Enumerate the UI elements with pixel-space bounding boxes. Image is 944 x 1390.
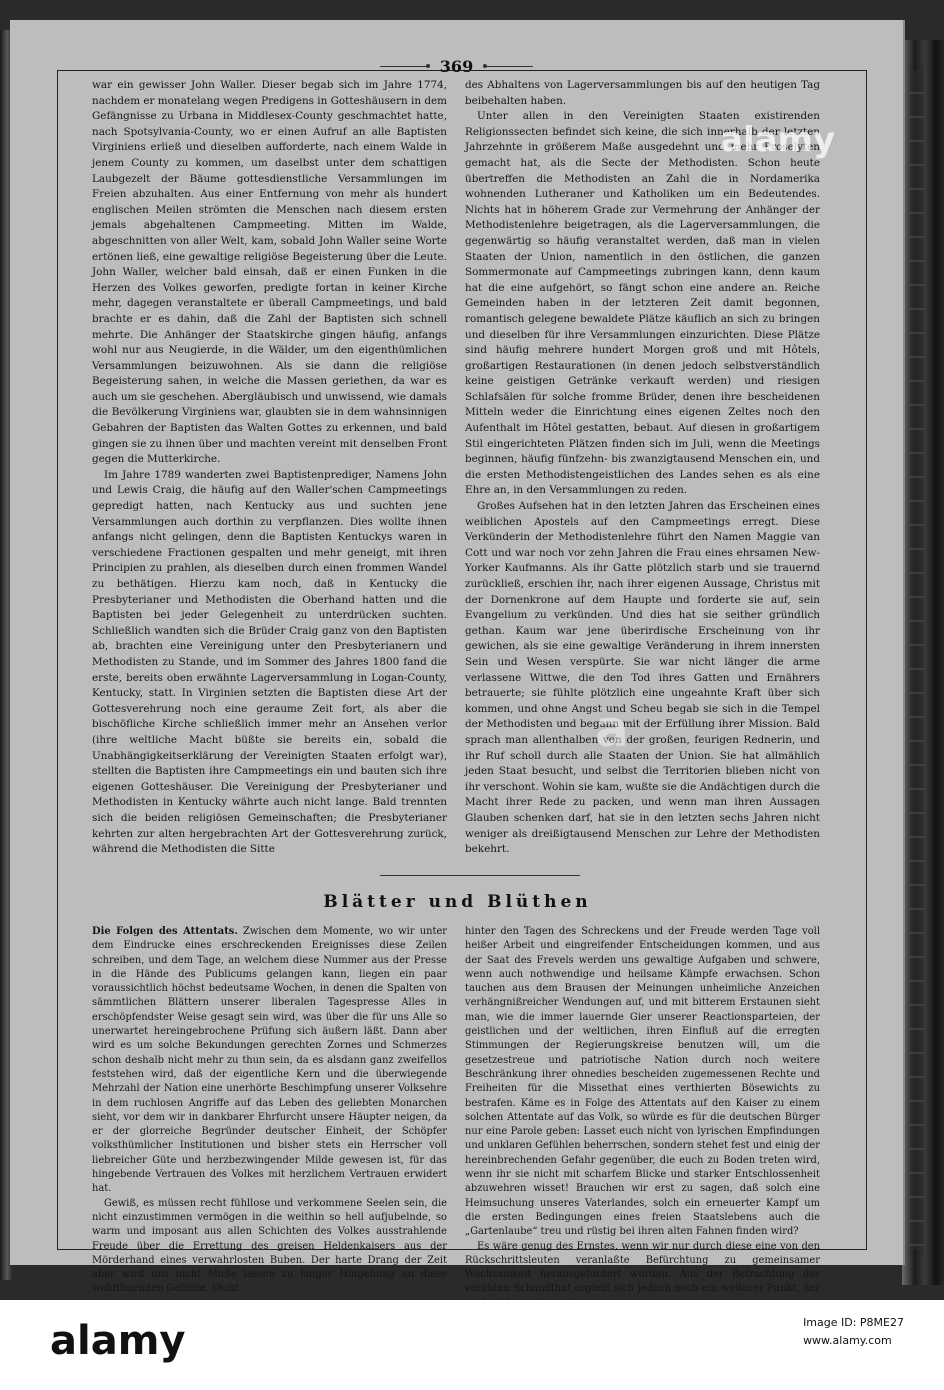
paragraph: Gewiß, es müssen recht fühllose und verkommene Seelen sein, die nicht einzustimmen vermögen in die weithin so hell aufjubelnde, so warm und imposant aus allen Schichten des Volkes ausstrahlende Freude über die Errettung des greisen Heldenkaisers aus der Mörderhand eines verwahrlosten Buben. Der harte Drang der Zeit aber wird uns nicht Muße lassen zu langer Hingebung an diese wohlthuenden Gefühle. Dicht <box>92 1197 447 1295</box>
paragraph: Großes Aufsehen hat in den letzten Jahren das Erscheinen eines weiblichen Apostels auf den Campmeetings erregt. Diese Verkünderin der Methodistenlehre führt den Namen Maggie van Cott und war noch vor zehn Jahren die Frau eines ehrsamen New-Yorker Kaufmanns. Als ihr Gatte plötzlich starb und sie trauernd zurückließ, erschien ihr, nach ihrer eigenen Aussage, Christus mit der Dornenkrone auf dem Haupte und forderte sie auf, sein Evangelium zu verkünden. Und dies hat sie seither gründlich gethan. Kaum war jene überirdische Erscheinung von ihr gewichen, als sie eine gewaltige Veränderung in ihrem innersten Sein und Wesen verspürte. Sie war nicht länger die arme verlassene Wittwe, die den Tod ihres Gatten und Ernährers betrauerte; sie fühlte plötzlich eine ungeahnte Kraft über sich kommen, und ohne Angst und Scheu begab sie sich in die Tempel der Methodisten und begann mit der Erfüllung ihrer Mission. Bald sprach man allenthalben von der großen, feurigen Rednerin, und ihr Ruf scholl durch alle Staaten der Union. Sie hat allmählich jeden Staat besucht, und selbst die Territorien blieben nicht von ihr verschont. Wohin sie kam, wußte sie die Andächtigen durch die Macht ihrer Rede zu packen, und wenn man ihren Aussagen Glauben schenken darf, hat sie in den letzten sechs Jahren nicht weniger als dreißigtausend Menschen zur Lehre der Methodisten bekehrt. <box>465 500 820 856</box>
paragraph <box>92 925 447 1197</box>
paragraph: Unter allen in den Vereinigten Staaten existirenden Religionssecten befindet sich keine, die sich innerhalb der letzten Jahrzehnte in größerem Maße ausgedehnt und mehr Proselyten gemacht hat, als die Secte der Methodisten. Schon heute übertreffen die Methodisten an Zahl die in Nordamerika wohnenden Lutheraner und Katholiken um ein Bedeutendes. Nichts hat in höherem Grade zur Vermehrung der Anhänger der Methodistenlehre beigetragen, als die Lagerversammlungen, die gegenwärtig so häufig veranstaltet werden, daß man in vielen Staaten der Union, namentlich in den östlichen, die ganzen Sommermonate auf Campmeetings zubringen kann, denn kaum hat die eine aufgehört, so fängt schon eine andere an. Reiche Gemeinden haben in der letzteren Zeit damit begonnen, romantisch gelegene bewaldete Plätze käuflich an sich zu bringen und dieselben für ihre Versammlungen einzurichten. Diese Plätze sind häufig mehrere hundert Morgen groß und mit Hôtels, großartigen Restaurationen (in denen jedoch selbstverständlich keine geistigen Getränke verkauft werden) und riesigen Schlafsälen für solche fromme Brüder, denen ihre bescheidenen Mitteln weder die Einrichtung eines eigenen Zeltes noch den Aufenthalt im Hôtel gestatten, bebaut. Auf diesen in großartigem Stil eingerichteten Plätzen finden sich im Juli, wenn die Meetings beginnen, häufig fünfzehn- bis zwanzigtausend Menschen ein, und die ersten Methodistengeistlichen des Landes sehen es als eine Ehre an, in den Versammlungen zu reden. <box>465 110 820 497</box>
section-divider <box>380 875 580 876</box>
page-header <box>10 56 903 76</box>
article-column-right <box>465 78 820 858</box>
article-column-left <box>92 78 447 858</box>
paragraph: war ein gewisser John Waller. Dieser begab sich im Jahre 1774, nachdem er monatelang wegen Predigens in Gotteshäusern in dem Gefängnisse zu Urbana in Middlesex-County geschmachtet hatte, nach Spotsylvania-County, wo er einen Aufruf an alle Baptisten Virginiens erließ und dieselben aufforderte, nach einem Walde in jenem County zu kommen, um daselbst unter dem schattigen Laubgezelt der Bäume gottesdienstliche Versammlungen im Freien abzuhalten. Aus einer Entfernung von mehr als hundert englischen Meilen strömten die Menschen nach diesem ersten jemals abgehaltenen Campmeeting. Mitten im Walde, abgeschnitten von aller Welt, kam, sobald John Waller seine Worte ertönen ließ, eine gewaltige religiöse Begeisterung über die Leute. John Waller, welcher bald einsah, daß er einen Funken in die Herzen des Volkes geworfen, predigte fortan in keiner Kirche mehr, dagegen veranstaltete er überall Campmeetings, und bald brachte er es dahin, daß die Zahl der Baptisten sich schnell mehrte. Die Anhänger der Staatskirche gingen häufig, anfangs wohl nur aus Neugierde, in die Wälder, um den eigenthümlichen Versammlungen beizuwohnen. Als sie dann die religiöse Begeisterung sahen, in welche die Massen geriethen, da war es auch um sie geschehen. Abergläubisch und unwissend, wie damals die Bevölkerung Virginiens war, glaubten sie in dem wahnsinnigen Gebahren der Baptisten das Walten Gottes zu erkennen, und bald gingen sie zu ihnen über und machten vereint mit denselben Front gegen die Mutterkirche. <box>92 79 448 466</box>
watermark-logo-overlay: alamy <box>720 120 836 160</box>
stock-watermark-bar <box>0 1300 944 1390</box>
paragraph: Im Jahre 1789 wanderten zwei Baptistenprediger, Namens John und Lewis Craig, die häufig auf den Waller'schen Campmeetings gepredigt hatten, nach Kentucky aus und suchten jene Versammlungen auch dorthin zu verpflanzen. Dies wollte ihnen anfangs nicht gelingen, denn die Baptisten Kentuckys waren in verschiedene Fractionen gespalten und mehr geneigt, mit ihren Principien zu prahlen, als dieselben durch einen frommen Wandel zu bethätigen. Hierzu kam noch, daß in Kentucky die Presbyterianer und Methodisten die Oberhand hatten und die Baptisten bei jeder Gelegenheit zu unterdrücken suchten. Schließlich wandten sich die Brüder Craig ganz von den Baptisten ab, brachten eine Vereinigung unter den Presbyterianern und Methodisten zu Stande, und im Sommer des Jahres 1800 fand die erste, bereits oben erwähnte Lagerversammlung in Logan-County, Kentucky, statt. In Virginien setzten die Baptisten diese Art der Gottesverehrung noch eine geraume Zeit fort, als aber die bischöfliche Kirche schließlich immer mehr an Ansehen verlor (ihre weltliche Macht büßte sie bereits ein, sobald die Unabhängigkeitserklärung der Vereinigten Staaten erfolgt war), stellten die Baptisten ihre Campmeetings ein und bauten sich ihre eigenen Gotteshäuser. Die Vereinigung der Presbyterianer und Methodisten in Kentucky währte auch nicht lange. Bald trennten sich die beiden religiösen Gemeinschaften; die Presbyterianer kehrten zur alten hergebrachten Art der Gottesverehrung zurück, während die Methodisten die Sitte <box>92 468 447 856</box>
book-page <box>10 20 905 1295</box>
image-id: Image ID: P8ME27 <box>803 1316 904 1329</box>
stock-caption <box>803 1314 904 1350</box>
article-heading: Die Folgen des Attentats. <box>92 926 238 937</box>
paragraph: hinter den Tagen des Schreckens und der Freude werden Tage voll heißer Arbeit und eingreifender Entscheidungen kommen, und aus der Saat des Frevels werden uns gewaltige Aufgaben und schwere, wenn auch nothwendige und heilsame Kämpfe erwachsen. Schon tauchen aus dem Brausen der Meinungen unheimliche Anzeichen verhängnißreicher Wendungen auf, und mit bitterem Erstaunen sieht man, wie die immer lauernde Gier unserer Reactionsparteien, der geistlichen und der weltlichen, ihren Einfluß auf die erregten Stimmungen der Regierungskreise benutzen will, um die gesetzestreue und patriotische Nation durch noch weitere Beschränkung ihrer ohnedies bescheiden zugemessenen Rechte und Freiheiten für die Missethat eines verthierten Bösewichts zu bestrafen. Käme es in Folge des Attentats auf den Kaiser zu einem solchen Attentate auf das Volk, so würde es für die deutschen Bürger nur eine Parole geben: Lasset euch nicht von lyrischen Empfindungen und unklaren Gefühlen beherrschen, sondern stehet fest und einig der hereinbrechenden Gefahr gegenüber, die euch zu Boden treten wird, wenn ihr sie nicht mit scharfem Blicke und starker Entschlossenheit abzuwehren wisset! Brauchen wir erst zu sagen, daß solch eine Heimsuchung unseres Vaterlandes, solch ein erneuerter Kampf um die ersten Bedingungen eines freien Staatslebens auch die „Gartenlaube“ treu und rüstig bei ihren alten Fahnen finden wird? <box>465 926 820 1238</box>
paragraph: des Abhaltens von Lagerversammlungen bis auf den heutigen Tag beibehalten haben. <box>465 79 820 107</box>
article-column-bottom-left <box>92 925 448 1295</box>
ornament-right <box>483 66 533 67</box>
site-url: www.alamy.com <box>803 1334 892 1347</box>
page-number: 369 <box>439 56 474 76</box>
paragraph: Es wäre genug des Ernstes, wenn wir nur durch diese eine von den Rückschrittsleuten veranlaßte Befürchtung zu gemeinsamer Wachsamkeit herausgefordert würden. Aus der Betrachtung der verübten Schandthat ergiebt sich jedoch noch ein weiterer Punkt, der <box>465 1240 820 1295</box>
book-spine <box>902 40 944 1285</box>
article-column-bottom-right <box>465 925 820 1295</box>
paragraph-text: Zwischen dem Momente, wo wir unter dem Eindrucke eines erschreckenden Ereignisses diese Zeilen schreiben, und dem Tage, an welchem diese Nummer aus der Presse in die Hände des Publicums gelangen kann, liegen ein paar voraussichtlich höchst bedeutsame Wochen, in denen die Spalten von sämmtlichen Blättern unserer liberalen Tagespresse Alles in erschöpfendster Weise gesagt sein wird, was über die für uns Alle so unerwartet hereingebrochene Prüfung sich äußern läßt. Dann aber wird es um solche Bekundungen gerechten Zornes und Schmerzes schon deshalb nicht mehr zu thun sein, da es alsdann ganz zweifellos feststehen wird, daß der eigentliche Kern und die überwiegende Mehrzahl der Nation eine unerhörte Beschimpfung unserer Volksehre in dem ruchlosen Angriffe auf das Leben des geliebten Monarchen sieht, vor dem wir in dankbarer Ehrfurcht unsere Häupter neigen, da er der glorreiche Begründer deutscher Einheit, der Schöpfer volksthümlicher Institutionen und bisher stets ein Herrscher voll liebreicher Güte und herzbezwingender Milde gewesen ist, für das hingebende Vertrauen des Volkes mit herzlichem Vertrauen erwidert hat. <box>92 926 448 1195</box>
ornament-left <box>380 66 430 67</box>
alamy-logo: alamy <box>50 1318 186 1364</box>
watermark-letter-overlay: a <box>595 700 629 758</box>
section-title: Blätter und Blüthen <box>323 892 592 912</box>
